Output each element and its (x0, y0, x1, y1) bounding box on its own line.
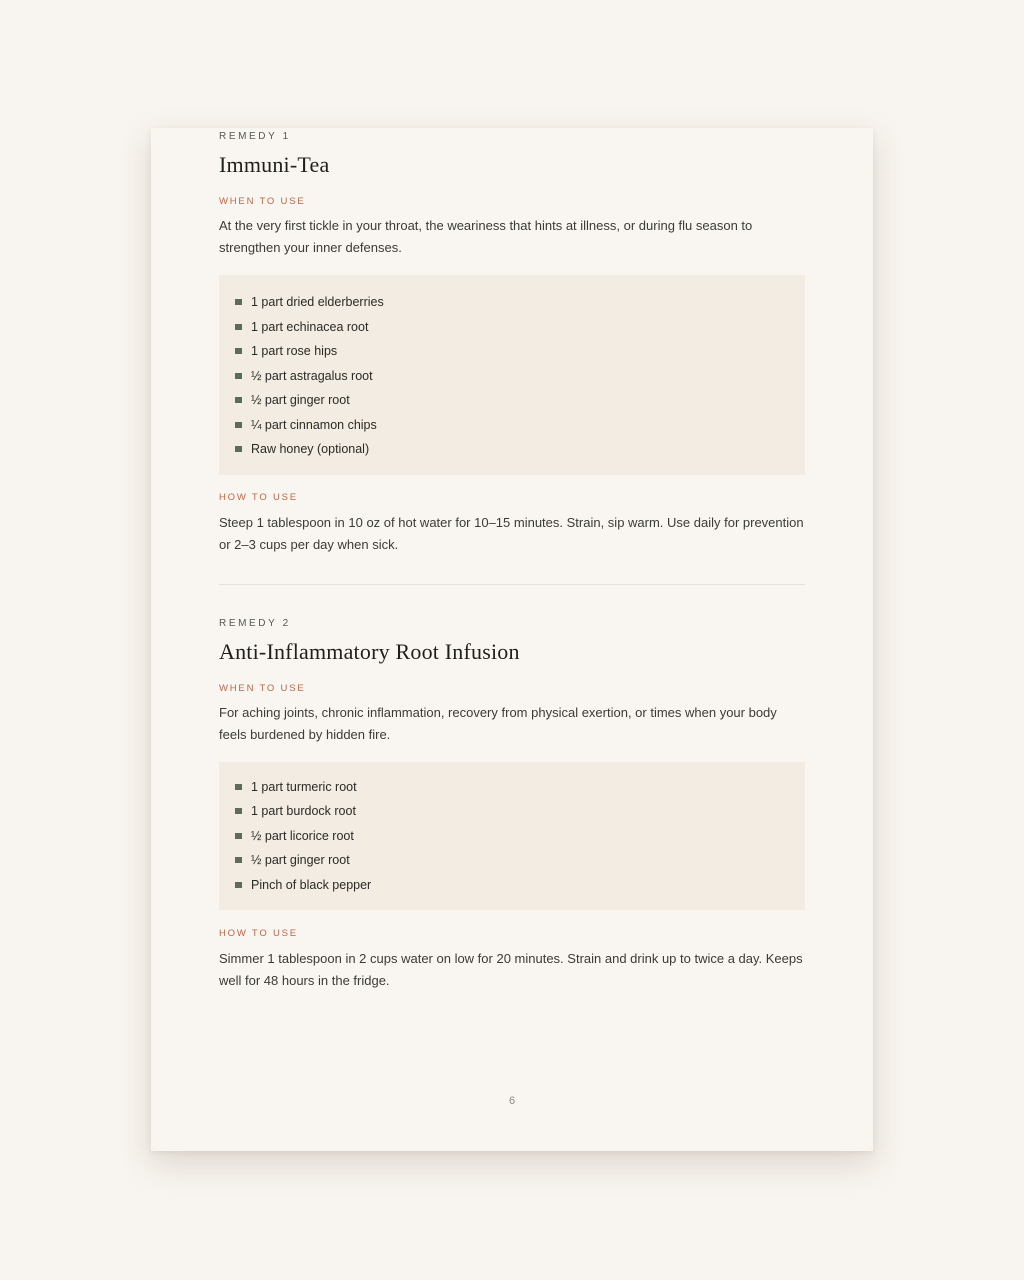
ingredient-text: Pinch of black pepper (251, 877, 372, 892)
when-to-use-text: At the very first tickle in your throat, the weariness that hints at illness, or during flu season to strengthen your inner defenses. (219, 218, 753, 255)
ingredient-text: ½ part ginger root (251, 393, 350, 407)
when-to-use-label: WHEN TO USE (219, 196, 306, 207)
square-bullet-icon (235, 833, 242, 839)
ingredient-text: 1 part turmeric root (251, 779, 357, 794)
list-item (219, 388, 805, 413)
remedy-label: REMEDY 1 (219, 131, 291, 142)
remedy-title: Anti-Inflammatory Root Infusion (219, 638, 520, 664)
ingredient-text: 1 part rose hips (251, 344, 338, 358)
square-bullet-icon (235, 784, 242, 790)
square-bullet-icon (235, 422, 242, 428)
square-bullet-icon (235, 348, 242, 354)
ingredients-list (219, 762, 805, 911)
square-bullet-icon (235, 299, 242, 305)
list-item (219, 339, 805, 364)
square-bullet-icon (235, 397, 242, 403)
list-item (219, 873, 805, 898)
how-to-use-label: HOW TO USE (219, 928, 298, 939)
ingredient-text: ½ part licorice root (251, 828, 354, 843)
square-bullet-icon (235, 324, 242, 330)
document-page (151, 128, 873, 1151)
ingredient-text: 1 part burdock root (251, 804, 356, 818)
square-bullet-icon (235, 857, 242, 863)
square-bullet-icon (235, 373, 242, 379)
list-item (219, 824, 805, 849)
remedy-section-1 (219, 128, 805, 556)
remedy-title: Immuni-Tea (219, 152, 330, 177)
when-to-use-label: WHEN TO USE (219, 682, 306, 694)
section-divider (219, 584, 805, 585)
how-to-use-text: Steep 1 tablespoon in 10 oz of hot water for 10–15 minutes. Strain, sip warm. Use daily for prevention or 2–3 cups per day when sick. (219, 514, 804, 552)
how-to-use-text: Simmer 1 tablespoon in 2 cups water on low for 20 minutes. Strain and drink up to twice a day. Keeps well for 48 hours in the fridge. (219, 951, 803, 988)
ingredient-text: 1 part echinacea root (251, 319, 369, 334)
ingredient-text: 1 part dried elderberries (251, 295, 384, 309)
when-to-use-text: For aching joints, chronic inflammation, recovery from physical exertion, or times when your body feels burdened by hidden fire. (219, 704, 777, 742)
remedy-label: REMEDY 2 (219, 617, 291, 629)
remedy-section-2 (219, 616, 805, 993)
list-item (219, 290, 805, 315)
list-item (219, 413, 805, 438)
ingredient-text: ½ part ginger root (251, 853, 350, 867)
list-item (219, 364, 805, 389)
ingredient-text: ½ part astragalus root (251, 368, 373, 383)
how-to-use-label: HOW TO USE (219, 491, 298, 503)
square-bullet-icon (235, 808, 242, 814)
page-number: 6 (508, 1095, 516, 1107)
square-bullet-icon (235, 446, 242, 452)
list-item (219, 775, 805, 800)
list-item (219, 437, 805, 462)
page-content (219, 128, 805, 992)
ingredients-list (219, 275, 805, 475)
list-item (219, 848, 805, 873)
square-bullet-icon (235, 882, 242, 888)
ingredient-text: ¼ part cinnamon chips (251, 417, 377, 432)
ingredient-text: Raw honey (optional) (251, 442, 370, 456)
list-item (219, 799, 805, 824)
list-item (219, 315, 805, 340)
